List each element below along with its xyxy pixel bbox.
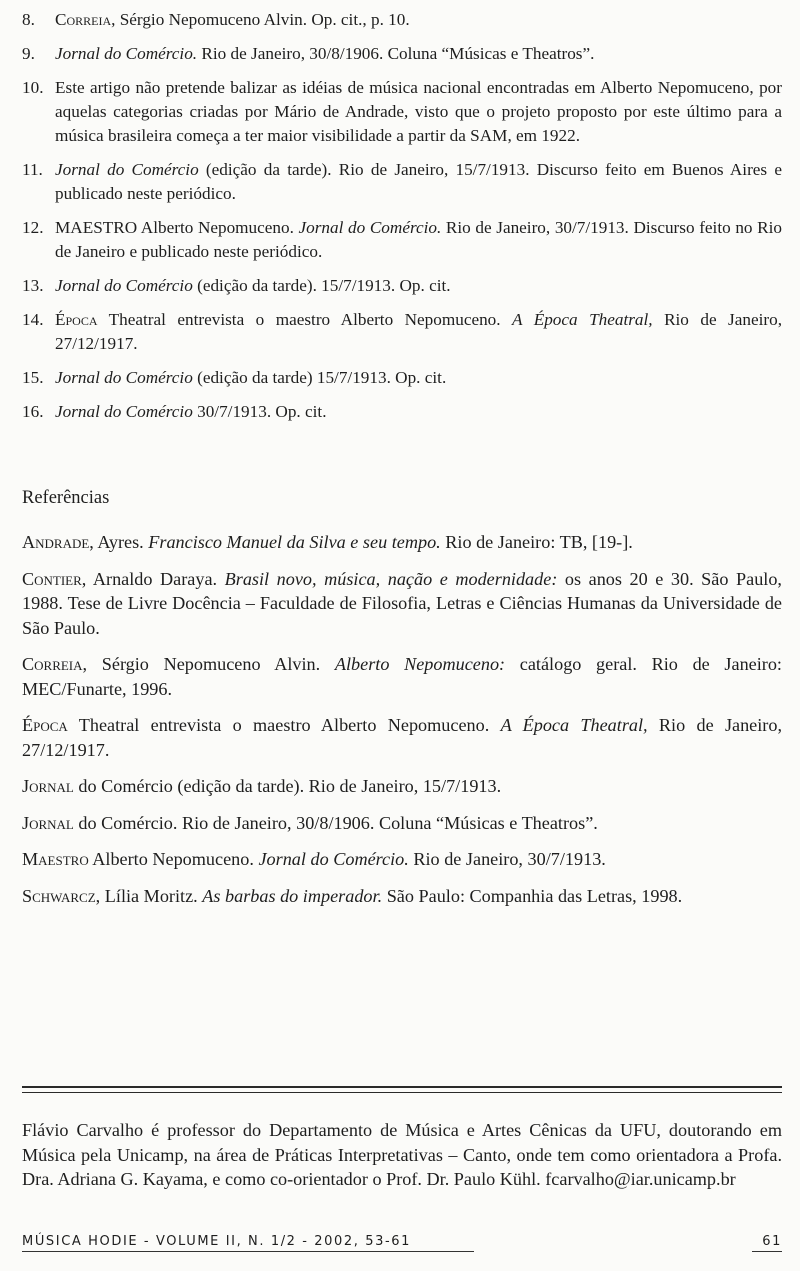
ref-title: Francisco Manuel da Silva e seu tempo. xyxy=(148,532,441,552)
endnote-11 xyxy=(22,158,782,206)
reference-correia xyxy=(22,652,782,701)
reference-schwarcz xyxy=(22,884,782,909)
note-number: 10. xyxy=(22,78,44,97)
note-number: 14. xyxy=(22,310,44,329)
note-title: Jornal do Comércio xyxy=(55,160,199,179)
bio-divider-thin xyxy=(22,1092,782,1093)
reference-contier xyxy=(22,567,782,641)
note-tail: Rio de Janeiro, 27/12/1917. xyxy=(55,310,782,353)
endnote-16 xyxy=(22,400,782,424)
note-author: Época xyxy=(55,310,98,329)
endnote-10 xyxy=(22,76,782,148)
bio-divider-thick xyxy=(22,1086,782,1088)
ref-title: Alberto Nepomuceno: xyxy=(334,654,506,674)
note-lead: MAESTRO Alberto Nepomuceno. xyxy=(55,218,299,237)
ref-text: Alberto Nepomuceno. xyxy=(88,849,259,869)
references-heading: Referências xyxy=(22,488,110,508)
page-footer xyxy=(22,1234,782,1256)
note-title: Jornal do Comércio xyxy=(55,276,193,295)
journal-citation: MÚSICA HODIE - VOLUME II, N. 1/2 - 2002, 53-61 xyxy=(22,1234,412,1249)
note-number: 9. xyxy=(22,44,35,63)
note-text: 30/7/1913. Op. cit. xyxy=(192,402,327,421)
endnote-14 xyxy=(22,308,782,356)
note-title: Jornal do Comércio xyxy=(55,368,193,387)
note-text: Sérgio Nepomuceno Alvin. Op. cit., p. 10. xyxy=(115,10,410,29)
ref-title: Jornal do Comércio. xyxy=(258,849,409,869)
ref-author: Schwarcz, xyxy=(22,885,101,906)
note-text: (edição da tarde) 15/7/1913. Op. cit. xyxy=(192,368,447,387)
ref-title: As barbas do imperador. xyxy=(202,885,383,906)
note-number: 13. xyxy=(22,276,44,295)
reference-andrade xyxy=(22,530,782,555)
ref-tail: Rio de Janeiro: TB, [19-]. xyxy=(440,532,633,552)
endnote-15 xyxy=(22,366,782,390)
ref-text: do Comércio. Rio de Janeiro, 30/8/1906. Coluna “Músicas e Theatros”. xyxy=(73,812,598,833)
note-text: (edição da tarde). 15/7/1913. Op. cit. xyxy=(192,276,451,295)
note-text: Rio de Janeiro, 30/8/1906. Coluna “Músicas e Theatros”. xyxy=(197,44,595,63)
note-text: Rio de Janeiro, 30/7/1913. Discurso feito no Rio de Janeiro e publicado neste periódico. xyxy=(55,218,782,261)
note-number: 11. xyxy=(22,160,43,179)
ref-text: Arnaldo Daraya. xyxy=(86,568,225,589)
ref-author: Jornal xyxy=(22,812,74,833)
ref-title: A Época Theatral, xyxy=(500,715,648,735)
note-number: 15. xyxy=(22,368,44,387)
footer-underline xyxy=(22,1251,474,1252)
page-number-underline xyxy=(752,1251,782,1252)
note-number: 8. xyxy=(22,10,35,29)
endnote-8 xyxy=(22,8,782,32)
ref-title: Brasil novo, música, nação e modernidade: xyxy=(224,568,558,589)
ref-tail: Rio de Janeiro, 27/12/1917. xyxy=(22,715,783,760)
ref-text: Lília Moritz. xyxy=(100,885,203,906)
ref-tail: Rio de Janeiro, 30/7/1913. xyxy=(408,849,606,869)
ref-author: Jornal xyxy=(22,776,74,796)
page-number: 61 xyxy=(762,1234,782,1249)
note-title: Jornal do Comércio. xyxy=(298,218,442,237)
ref-author: Época xyxy=(22,715,68,735)
endnote-13 xyxy=(22,274,782,298)
references-list xyxy=(22,530,782,920)
ref-text: Ayres. xyxy=(93,532,149,552)
note-text: Este artigo não pretende balizar as idéias de música nacional encontradas em Alberto Nepomuceno, por aquelas categorias criadas por Mário de Andrade, visto que o projeto proposto por este último para a música brasileira começa a ter maior visibilidade a partir da SAM, em 1922. xyxy=(55,78,782,145)
ref-author: Correia, xyxy=(22,654,88,674)
endnotes xyxy=(22,8,782,434)
note-title: Jornal do Comércio. xyxy=(55,44,198,63)
note-text: (edição da tarde). Rio de Janeiro, 15/7/1913. Discurso feito em Buenos Aires e publicado neste periódico. xyxy=(55,160,782,203)
author-bio: Flávio Carvalho é professor do Departamento de Música e Artes Cênicas da UFU, doutorando em Música pela Unicamp, na área de Práticas Interpretativas – Canto, onde tem como orientadora a Profa. Dra. Adriana G. Kayama, e como co-orientador o Prof. Dr. Paulo Kühl. fcarvalho@iar.unicamp.br xyxy=(22,1120,782,1189)
reference-jornal-1906 xyxy=(22,811,782,836)
ref-text: Theatral entrevista o maestro Alberto Nepomuceno. xyxy=(67,715,501,735)
ref-author: Contier, xyxy=(22,568,87,589)
note-number: 12. xyxy=(22,218,44,237)
reference-epoca xyxy=(22,713,782,762)
note-text: Theatral entrevista o maestro Alberto Nepomuceno. xyxy=(97,310,513,329)
reference-jornal-1913 xyxy=(22,774,782,799)
ref-tail: os anos 20 e 30. São Paulo, 1988. Tese de Livre Docência – Faculdade de Filosofia, Letras e Ciências Humanas da Universidade de São Paulo. xyxy=(22,568,782,638)
note-title: Jornal do Comércio xyxy=(55,402,193,421)
reference-maestro xyxy=(22,847,782,872)
ref-tail: São Paulo: Companhia das Letras, 1998. xyxy=(382,885,683,906)
endnote-9 xyxy=(22,42,782,66)
note-number: 16. xyxy=(22,402,44,421)
note-author: Correia, xyxy=(55,10,116,29)
ref-text: do Comércio (edição da tarde). Rio de Janeiro, 15/7/1913. xyxy=(73,776,502,796)
note-title: A Época Theatral, xyxy=(512,310,653,329)
endnote-12 xyxy=(22,216,782,264)
ref-tail: catálogo geral. Rio de Janeiro: MEC/Funarte, 1996. xyxy=(22,654,782,699)
ref-author: Maestro xyxy=(22,849,89,869)
ref-author: Andrade, xyxy=(22,532,94,552)
ref-text: Sérgio Nepomuceno Alvin. xyxy=(87,654,335,674)
